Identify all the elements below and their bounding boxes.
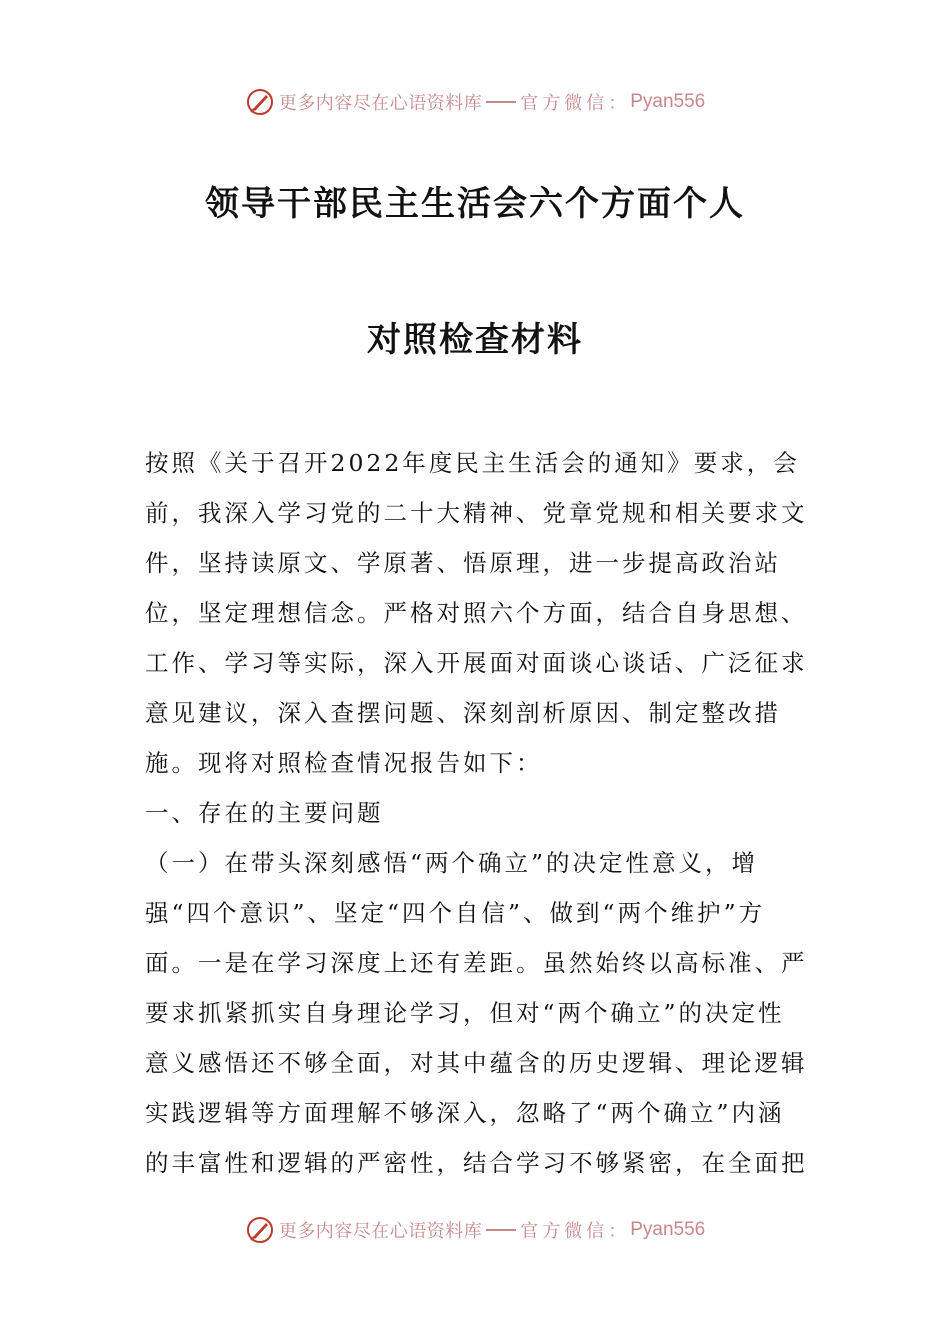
document-title-line2: 对照检查材料 (367, 320, 583, 360)
watermark-wechat-id: Pyan556 (630, 91, 706, 112)
heading-main-problems: 一、存在的主要问题 (145, 799, 384, 827)
paragraph-intro: 按照《关于召开2022年度民主生活会的通知》要求，会前，我深入学习党的二十大精神、党章党规和相关要求文件，坚持读原文、学原著、悟原理，进一步提高政治站位，坚定理想信念。严格对照六个方面，结合自身思想、工作、学习等实际，深入开展面对面谈心谈话、广泛征求意见建议，深入查摆问题、深刻剖析原因、制定整改措施。现将对照检查情况报告如下： (145, 449, 808, 777)
watermark-wechat-label: 官方微信： (520, 93, 631, 114)
watermark-wechat-id: Pyan556 (630, 1219, 706, 1240)
document-title-line1: 领导干部民主生活会六个方面个人 (205, 184, 745, 224)
watermark-promo-text: 更多内容尽在心语资料库 (278, 1221, 483, 1242)
paragraph-section-1: （一）在带头深刻感悟“两个确立”的决定性意义，增强“四个意识”、坚定“四个自信”、做到“两个维护”方面。一是在学习深度上还有差距。虽然始终以高标准、严要求抓紧抓实自身理论学习，但对“两个确立”的决定性意义感悟还不够全面，对其中蕴含的历史逻辑、理论逻辑实践逻辑等方面理解不够深入，忽略了“两个确立”内涵的丰富性和逻辑的严密性，结合学习不够紧密，在全面把 (145, 849, 808, 1177)
watermark-dash (486, 101, 516, 103)
watermark-dash (486, 1229, 516, 1231)
quill-logo-icon (245, 87, 275, 117)
watermark-wechat-label: 官方微信： (520, 1221, 631, 1242)
document-body (145, 438, 810, 1188)
watermark-promo-text: 更多内容尽在心语资料库 (278, 93, 483, 114)
header-watermark (0, 84, 950, 120)
quill-logo-icon (245, 1215, 275, 1245)
footer-watermark (0, 1212, 950, 1248)
